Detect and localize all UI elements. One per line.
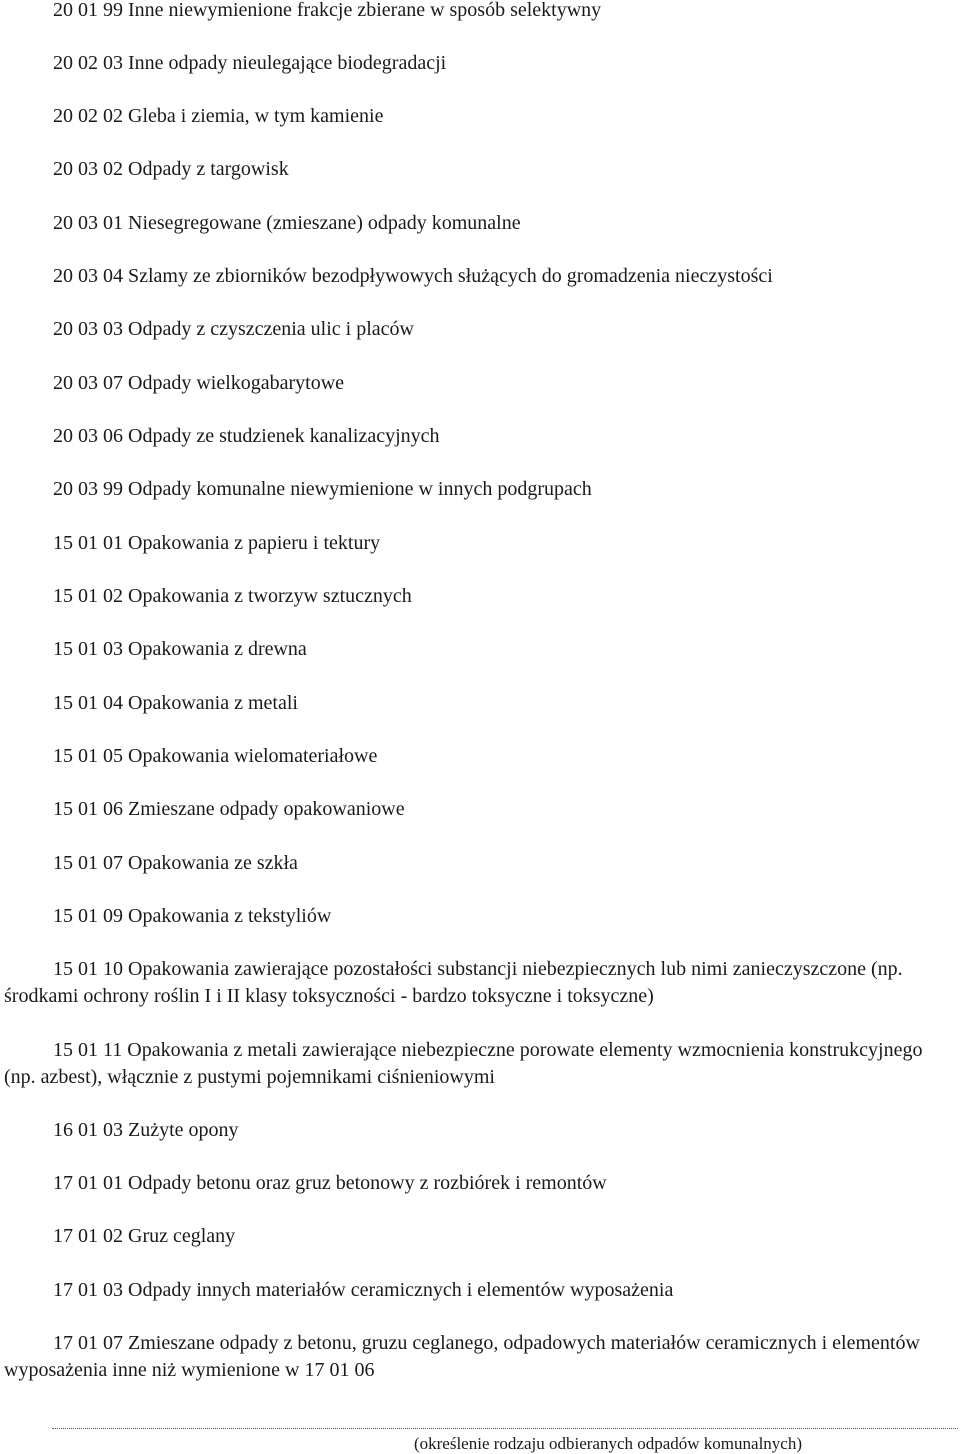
waste-entry-150109: 15 01 09 Opakowania z tekstyliów <box>53 905 332 927</box>
waste-entry-150106: 15 01 06 Zmieszane odpady opakowaniowe <box>53 798 405 820</box>
waste-entry-150102: 15 01 02 Opakowania z tworzyw sztucznych <box>53 585 412 607</box>
waste-entry-150101: 15 01 01 Opakowania z papieru i tektury <box>53 532 381 554</box>
waste-entry-200303: 20 03 03 Odpady z czyszczenia ulic i placów <box>53 318 414 340</box>
waste-entry-200399: 20 03 99 Odpady komunalne niewymienione w innych podgrupach <box>53 478 592 500</box>
waste-entry-200307: 20 03 07 Odpady wielkogabarytowe <box>53 372 345 394</box>
waste-entry-200304: 20 03 04 Szlamy ze zbiorników bezodpływowych służących do gromadzenia nieczystości <box>53 265 773 287</box>
waste-entry-170103: 17 01 03 Odpady innych materiałów ceramicznych i elementów wyposażenia <box>53 1279 674 1301</box>
waste-entry-150111: 15 01 11 Opakowania z metali zawierające niebezpieczne porowate elementy wzmocnienia konstrukcyjnego (np. azbest), włącznie z pustymi pojemnikami ciśnieniowymi <box>4 1039 923 1088</box>
waste-entry-160103: 16 01 03 Zużyte opony <box>53 1119 239 1141</box>
signature-caption: (określenie rodzaju odbieranych odpadów komunalnych) <box>413 1434 803 1453</box>
waste-entry-200199: 20 01 99 Inne niewymienione frakcje zbierane w sposób selektywny <box>53 0 602 21</box>
waste-entry-150105: 15 01 05 Opakowania wielomateriałowe <box>53 745 378 767</box>
waste-entry-200302: 20 03 02 Odpady z targowisk <box>53 158 289 180</box>
waste-entry-150104: 15 01 04 Opakowania z metali <box>53 692 298 714</box>
waste-entry-150107: 15 01 07 Opakowania ze szkła <box>53 852 298 874</box>
waste-entry-150103: 15 01 03 Opakowania z drewna <box>53 638 307 660</box>
waste-entry-170102: 17 01 02 Gruz ceglany <box>53 1225 236 1247</box>
waste-entry-200203: 20 02 03 Inne odpady nieulegające biodegradacji <box>53 52 447 74</box>
waste-entry-200301: 20 03 01 Niesegregowane (zmieszane) odpady komunalne <box>53 212 521 234</box>
waste-entry-200306: 20 03 06 Odpady ze studzienek kanalizacyjnych <box>53 425 440 447</box>
waste-entry-150110: 15 01 10 Opakowania zawierające pozostałości substancji niebezpiecznych lub nimi zanieczyszczone (np. środkami ochrony roślin I i II klasy toksyczności - bardzo toksyczne i toksyczne) <box>4 958 903 1007</box>
waste-entry-200202: 20 02 02 Gleba i ziemia, w tym kamienie <box>53 105 384 127</box>
signature-dotted-line <box>52 1428 958 1429</box>
waste-entry-170107: 17 01 07 Zmieszane odpady z betonu, gruzu ceglanego, odpadowych materiałów ceramicznych i elementów wyposażenia inne niż wymienione w 17 01 06 <box>4 1332 920 1381</box>
waste-entry-170101: 17 01 01 Odpady betonu oraz gruz betonowy z rozbiórek i remontów <box>53 1172 607 1194</box>
